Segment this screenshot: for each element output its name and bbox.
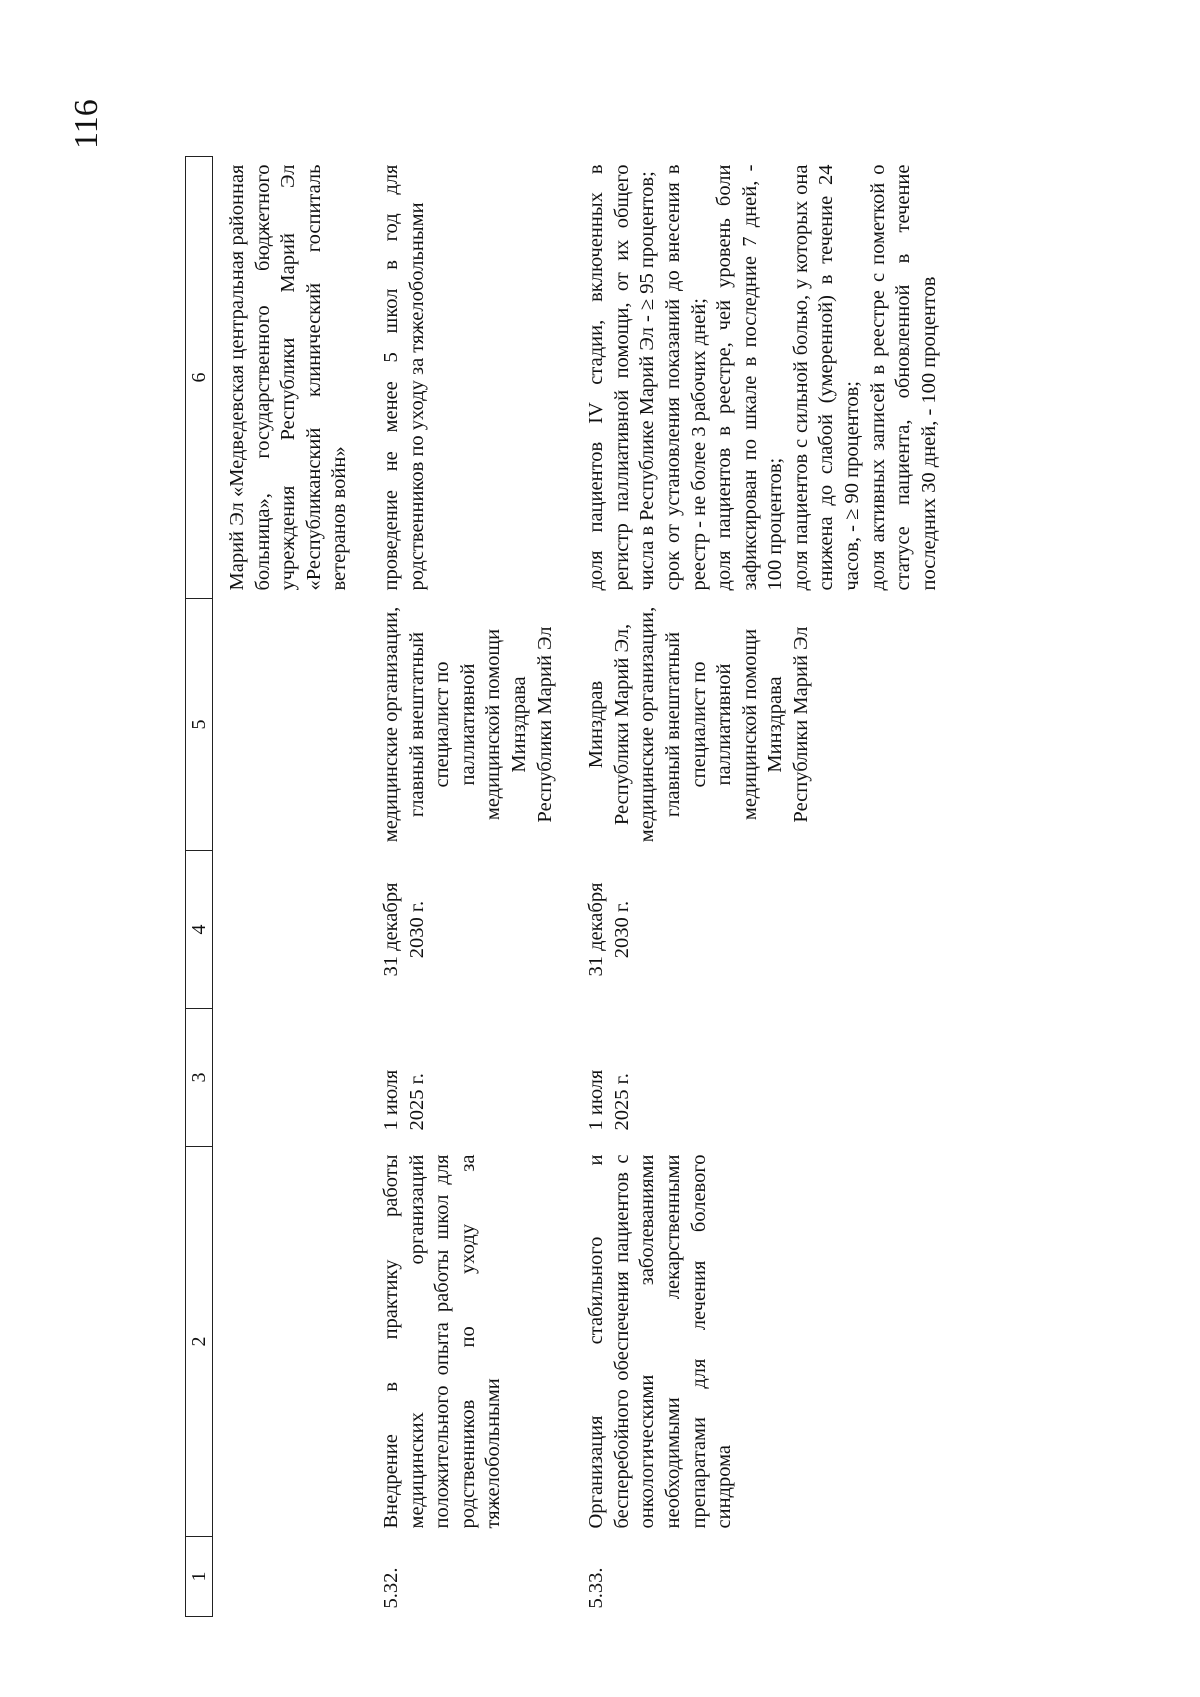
responsible-line: медицинские организации, bbox=[636, 606, 659, 843]
result-item: срок от установления показаний до внесения в реестр - не более 3 рабочих дней; bbox=[661, 164, 710, 591]
responsible-line: Республики Марий Эл bbox=[533, 626, 556, 823]
end-date-day: 31 декабря bbox=[585, 882, 608, 977]
result-item: доля пациентов IV стадии, включенных в регистр паллиативной помощи, от их общего числа в Республике Марий Эл - ≥ 95 процентов; bbox=[585, 164, 659, 591]
column-header-1: 1 bbox=[186, 1537, 213, 1617]
rotated-page-content bbox=[68, 99, 1055, 1617]
header-row bbox=[186, 157, 213, 1617]
row-number: 5.32. bbox=[379, 1567, 402, 1609]
responsible-line: медицинские организации, bbox=[379, 606, 402, 843]
column-header-6: 6 bbox=[186, 157, 213, 599]
responsible-line: Минздрава bbox=[507, 676, 530, 773]
responsible-line: Минздрав bbox=[585, 680, 608, 769]
responsible-line: специалист по паллиативной bbox=[687, 661, 736, 788]
end-date-year: 2030 г. bbox=[610, 900, 633, 959]
end-date-day: 31 декабря bbox=[379, 882, 402, 977]
responsible-line: главный внештатный bbox=[661, 631, 684, 818]
table-row-5-32 bbox=[353, 157, 558, 1617]
column-header-4: 4 bbox=[186, 851, 213, 1009]
continuation-row bbox=[213, 157, 353, 1617]
responsible-line: медицинской помощи bbox=[738, 628, 761, 821]
start-date-year: 2025 г. bbox=[610, 1073, 633, 1131]
column-header-5: 5 bbox=[186, 599, 213, 851]
result-item: доля активных записей в реестре с пометкой о статусе пациента, обновленной в течение последних 30 дней, - 100 процентов bbox=[866, 164, 940, 591]
continuation-text: Марий Эл «Медведевская центральная районная больница», государственного бюджетного учреждения Республики Марий Эл «Республиканский клинический госпиталь ветеранов войн» bbox=[226, 164, 351, 591]
table-row-5-33 bbox=[558, 157, 942, 1617]
column-header-3: 3 bbox=[186, 1009, 213, 1147]
result-item: доля пациентов с сильной болью, у которых она снижена до слабой (умеренной) в течение 24 часов, - ≥ 90 процентов; bbox=[789, 164, 864, 591]
start-date-day: 1 июля bbox=[585, 1069, 608, 1131]
responsible-line: Республики Марий Эл, bbox=[610, 623, 633, 826]
column-header-2: 2 bbox=[186, 1147, 213, 1537]
measure-text: Организация стабильного и бесперебойного обеспечения пациентов с онкологическими заболеваниями необходимыми лекарственными препаратами для лечения болевого синдрома bbox=[585, 1154, 736, 1529]
responsible-line: медицинской помощи bbox=[482, 628, 505, 821]
measures-table bbox=[185, 156, 942, 1617]
row-number: 5.33. bbox=[585, 1567, 608, 1609]
responsible-line: Минздрава bbox=[764, 676, 787, 773]
end-date-year: 2030 г. bbox=[405, 900, 428, 959]
start-date-day: 1 июля bbox=[379, 1069, 402, 1131]
result-item: доля пациентов в реестре, чей уровень боли зафиксирован по шкале в последние 7 дней, - 100 процентов; bbox=[713, 164, 787, 591]
result-text: проведение не менее 5 школ в год для родственников по уходу за тяжелобольными bbox=[379, 164, 428, 591]
start-date-year: 2025 г. bbox=[405, 1073, 428, 1131]
measure-text: Внедрение в практику работы медицинских организаций положительного опыта работы школ для родственников по уходу за тяжелобольными bbox=[379, 1154, 505, 1529]
responsible-line: главный внештатный bbox=[405, 631, 428, 818]
page-number: 116 bbox=[68, 99, 105, 149]
responsible-line: специалист по паллиативной bbox=[431, 661, 479, 788]
responsible-line: Республики Марий Эл bbox=[789, 626, 812, 823]
